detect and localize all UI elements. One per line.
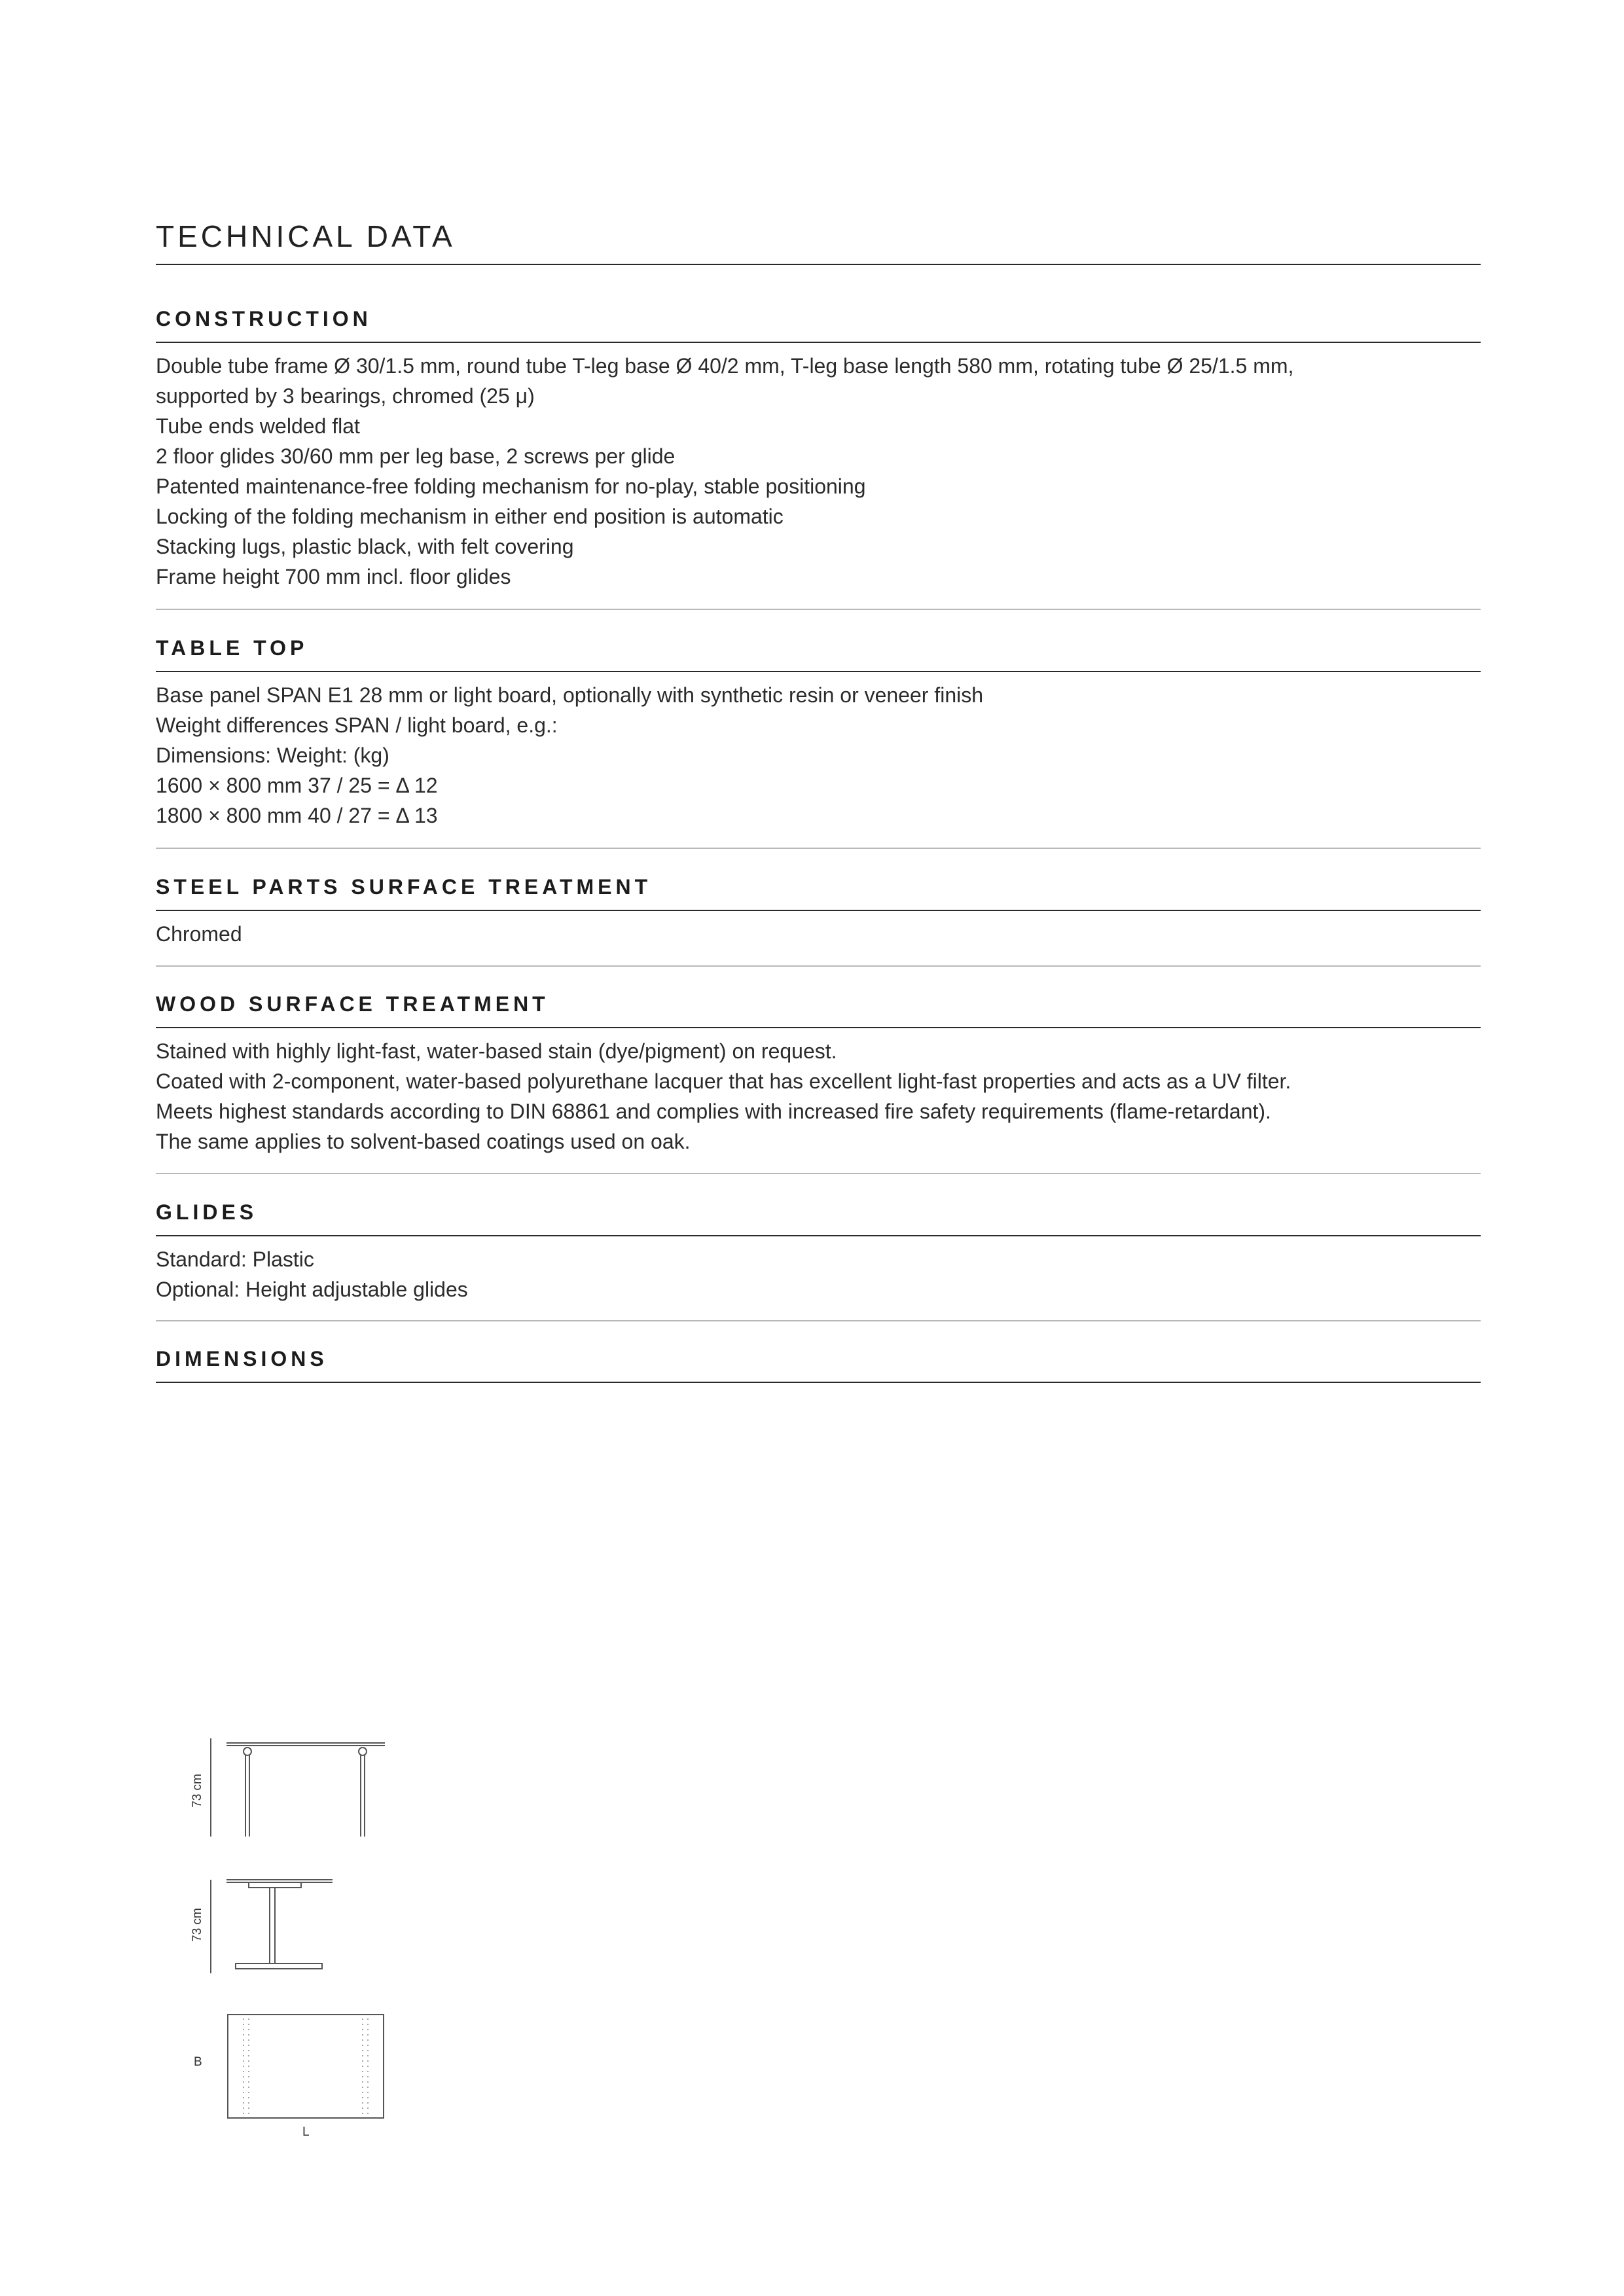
construction-line: Patented maintenance-free folding mechanism for no-play, stable positioning — [156, 475, 866, 498]
table-top-line: Base panel SPAN E1 28 mm or light board, optionally with synthetic resin or veneer finish — [156, 683, 984, 707]
table-top-line: Dimensions: Weight: (kg) — [156, 744, 389, 767]
section-rule — [156, 671, 1481, 672]
section-heading-construction: CONSTRUCTION — [156, 307, 372, 331]
top-view-width-label: B — [194, 2055, 202, 2069]
wood-surface-line: Stained with highly light-fast, water-based stain (dye/pigment) on request. — [156, 1039, 837, 1063]
section-rule — [156, 1382, 1481, 1383]
construction-line: Locking of the folding mechanism in either end position is automatic — [156, 505, 784, 528]
table-top-line: Weight differences SPAN / light board, e.g.: — [156, 713, 558, 737]
wood-surface-line: Coated with 2-component, water-based polyurethane lacquer that has excellent light-fast properties and acts as a UV filter. — [156, 1069, 1291, 1093]
construction-line: 2 floor glides 30/60 mm per leg base, 2 screws per glide — [156, 444, 676, 468]
section-divider — [156, 609, 1481, 610]
wood-surface-line: The same applies to solvent-based coatings used on oak. — [156, 1130, 691, 1153]
section-heading-dimensions: DIMENSIONS — [156, 1347, 328, 1371]
construction-line: supported by 3 bearings, chromed (25 μ) — [156, 384, 535, 408]
section-divider — [156, 1320, 1481, 1321]
construction-body — [156, 351, 1481, 592]
front-view-height-label: 73 cm — [190, 1774, 204, 1808]
top-view-length-label: L — [302, 2125, 310, 2139]
table-top-body — [156, 680, 1481, 831]
side-view-drawing — [196, 1872, 347, 1977]
section-rule — [156, 1027, 1481, 1028]
document-title: TECHNICAL DATA — [156, 219, 456, 253]
glides-line: Standard: Plastic — [156, 1247, 314, 1271]
section-heading-steel-parts: STEEL PARTS SURFACE TREATMENT — [156, 875, 652, 899]
section-divider — [156, 965, 1481, 967]
section-divider — [156, 848, 1481, 849]
title-rule — [156, 264, 1481, 265]
construction-line: Frame height 700 mm incl. floor glides — [156, 565, 511, 588]
top-view-drawing — [216, 2009, 393, 2134]
glides-line: Optional: Height adjustable glides — [156, 1278, 468, 1301]
section-rule — [156, 342, 1481, 343]
steel-parts-body — [156, 919, 1481, 949]
section-heading-table-top: TABLE TOP — [156, 636, 308, 660]
table-top-line: 1800 × 800 mm 40 / 27 = Δ 13 — [156, 804, 438, 827]
glides-body — [156, 1244, 1481, 1304]
steel-parts-line: Chromed — [156, 922, 242, 946]
wood-surface-body — [156, 1036, 1481, 1157]
section-rule — [156, 1235, 1481, 1236]
construction-line: Double tube frame Ø 30/1.5 mm, round tube T-leg base Ø 40/2 mm, T-leg base length 580 mm, rotating tube Ø 25/1.5 mm, — [156, 354, 1294, 378]
section-divider — [156, 1173, 1481, 1174]
construction-line: Stacking lugs, plastic black, with felt covering — [156, 535, 574, 558]
table-top-line: 1600 × 800 mm 37 / 25 = Δ 12 — [156, 774, 438, 797]
construction-line: Tube ends welded flat — [156, 414, 360, 438]
wood-surface-line: Meets highest standards according to DIN 68861 and complies with increased fire safety requirements (flame-retardant). — [156, 1100, 1271, 1123]
side-view-height-label: 73 cm — [190, 1908, 204, 1942]
front-view-drawing — [196, 1734, 393, 1846]
section-heading-wood-surface: WOOD SURFACE TREATMENT — [156, 992, 549, 1016]
section-heading-glides: GLIDES — [156, 1200, 258, 1224]
section-rule — [156, 910, 1481, 911]
